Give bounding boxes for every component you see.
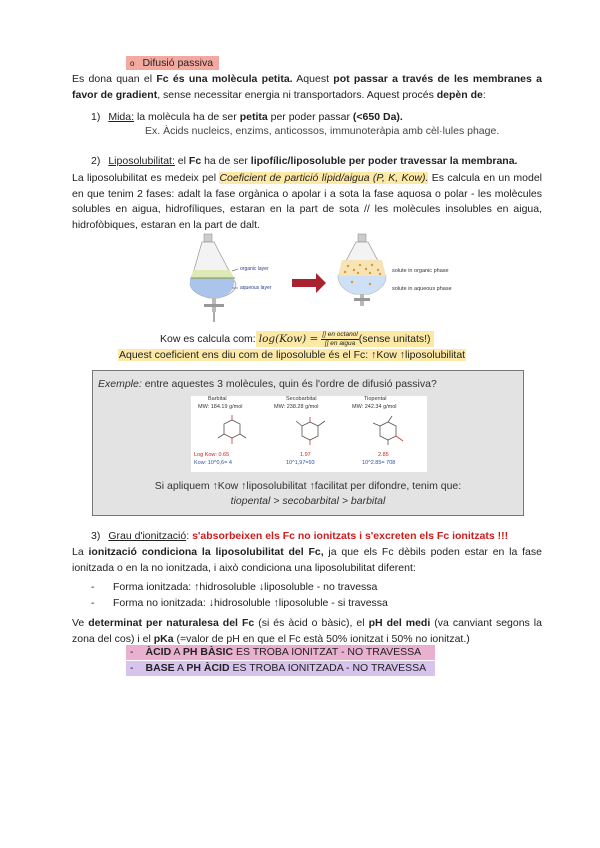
aqueous-layer-label: aqueous layer [240,285,272,291]
solute-organic-label: solute in organic phase [392,268,449,274]
kow-meaning-line: Aquest coeficient ens diu com de liposoluble és el Fc: ↑Kow ↑liposolubilitat [119,349,466,361]
formula-lhs: log(Kow) = [258,333,319,345]
bullet-marker: o [130,59,135,68]
example-question: Exemple: entre aquestes 3 molècules, quin és l'ordre de difusió passiva? [98,378,437,390]
heading-label: Difusió passiva [142,57,214,69]
molecule-secobarbital: Secobarbital MW: 238.28 g/mol 1.97 10^1,97=93 [272,396,348,472]
item-liposolubility: 2) Liposolubilitat: el Fc ha de ser lipofílic/liposoluble per poder travessar la membrana. [91,155,518,167]
organic-layer-label: organic layer [240,266,269,272]
formula-fraction: [] en octanol [] en aigua [322,331,358,347]
molecule-barbital: Barbital MW: 184.19 g/mol Log Kow: 0.65 Kow: 10^0,6= 4 [194,396,270,472]
list-item: - Forma no ionitzada: ↓hidrosoluble ↑liposoluble - si travessa [91,596,388,609]
solute-aqueous-label: solute in aqueous phase [392,286,452,292]
arrow-icon [292,273,326,293]
kow-formula-line: Kow es calcula com: log(Kow) = [] en octanol [] en aigua (sense unitats!) [160,330,434,348]
funnel-right [338,234,386,306]
example-ordering: tiopental > secobarbital > barbital [230,495,386,507]
ionization-paragraph: La ionització condiciona la liposolubilitat del Fc, ja que els Fc dèbils poden estar en la fase ionitzada o en la no ionitzada, i això condiciona una liposolubilitat diferent: [72,546,542,574]
example-conclusion: Si apliquem ↑Kow ↑liposolubilitat ↑facilitat per difondre, tenim que: [154,480,462,492]
rule-acid: - ÀCID A PH BÀSIC ES TROBA IONITZAT - NO TRAVESSA [126,645,435,660]
list-item: - Forma ionitzada: ↑hidrosoluble ↓liposoluble - no travessa [91,581,378,593]
molecule-tiopental: Tiopental MW: 242.34 g/mol 2.85 10^2.85= 708 [350,396,426,472]
liposolubility-paragraph: La liposolubilitat es medeix pel Coeficient de partició lípid/aigua (P, K, Kow). Es calcula en un model en que tenim 2 fases: adalt la fase orgànica o apolar i a sota la fase aquosa o polar - les molècules solubles en aigua, hidrofíliques, estaran en la part de sota // les molècules insolubles en aigua, hidrofòbiques, estaran en la part de dalt. [72,172,542,231]
separatory-funnel-figure [180,232,452,322]
funnel-left [190,234,236,322]
rule-base: - BASE A PH ÀCID ES TROBA IONITZADA - NO TRAVESSA [126,661,435,676]
ionization-bullet-list [91,580,388,611]
item-ionization: 3) Grau d'ionització: s'absorbeixen els Fc no ionitzats i s'excreten els Fc ionitzats !!! [91,530,509,542]
item-size: 1) Mida: la molècula ha de ser petita per poder passar (<650 Da). [91,111,403,123]
structure-tiopental-icon [370,414,406,446]
ph-paragraph: Ve determinat per naturalesa del Fc (si és àcid o bàsic), el pH del medi (va canviant segons la zona del cos) i el pKa (=valor de pH en que el Fc està 50% ionitzat i 50% no ionitzat.) [72,617,542,645]
item-size-example: Ex. Àcids nucleics, enzims, anticossos, immunoteràpia amb cèl·lules phage. [145,125,500,137]
intro-paragraph: Es dona quan el Fc és una molècula petita. Aquest pot passar a través de les membranes a favor de gradient, sense necessitar energia ni transportadors. Aquest procés depèn de: [72,73,542,101]
section-heading [126,57,219,69]
structure-secobarbital-icon [292,414,328,446]
structure-barbital-icon [214,414,250,446]
